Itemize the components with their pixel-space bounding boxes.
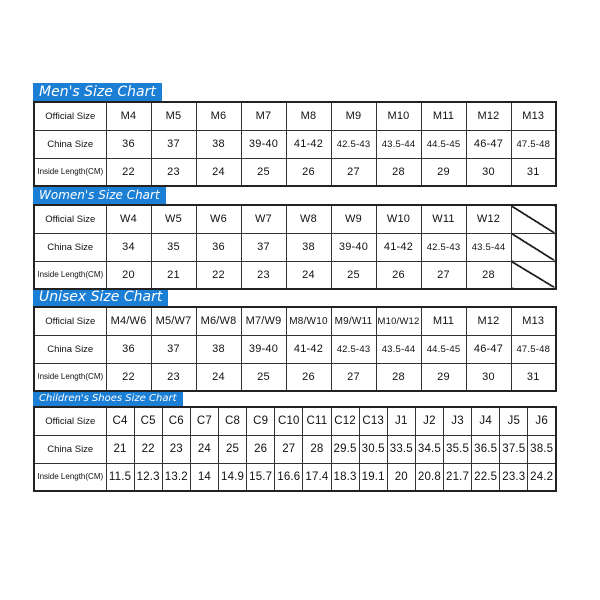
size-cell: J6 bbox=[528, 407, 556, 435]
size-cell: 22.5 bbox=[472, 463, 500, 491]
size-cell: 31 bbox=[511, 363, 556, 391]
size-cell: 36 bbox=[106, 130, 151, 158]
size-cell: 24 bbox=[196, 158, 241, 186]
size-cell: 31 bbox=[511, 158, 556, 186]
size-cell: 28 bbox=[303, 435, 331, 463]
size-cell: 17.4 bbox=[303, 463, 331, 491]
size-cell: 33.5 bbox=[387, 435, 415, 463]
size-cell: C11 bbox=[303, 407, 331, 435]
size-cell: 23 bbox=[151, 363, 196, 391]
inside-length-row bbox=[34, 463, 556, 491]
size-cell: M12 bbox=[466, 307, 511, 335]
size-cell: 22 bbox=[134, 435, 162, 463]
size-cell: 46-47 bbox=[466, 335, 511, 363]
size-cell: 28 bbox=[376, 158, 421, 186]
row-label: Official Size bbox=[34, 102, 106, 130]
size-cell: 26 bbox=[376, 261, 421, 289]
size-cell: C12 bbox=[331, 407, 359, 435]
size-cell: 21.7 bbox=[444, 463, 472, 491]
size-cell: 37.5 bbox=[500, 435, 528, 463]
size-cell: M8 bbox=[286, 102, 331, 130]
size-cell: 38 bbox=[196, 130, 241, 158]
size-cell: 26 bbox=[247, 435, 275, 463]
mens-size-chart-title: Men's Size Chart bbox=[33, 83, 162, 101]
size-cell: 44.5-45 bbox=[421, 130, 466, 158]
size-cell: 22 bbox=[196, 261, 241, 289]
row-label: Inside Length(CM) bbox=[34, 261, 106, 289]
size-cell: 41-42 bbox=[286, 130, 331, 158]
size-cell: 25 bbox=[219, 435, 247, 463]
official-size-row bbox=[34, 407, 556, 435]
size-cell: M4/W6 bbox=[106, 307, 151, 335]
size-cell: 21 bbox=[151, 261, 196, 289]
size-cell: 24.2 bbox=[528, 463, 556, 491]
size-cell: 35 bbox=[151, 233, 196, 261]
size-cell: 44.5-45 bbox=[421, 335, 466, 363]
size-cell: W10 bbox=[376, 205, 421, 233]
row-label: China Size bbox=[34, 335, 106, 363]
size-cell: 29 bbox=[421, 363, 466, 391]
size-cell: M9 bbox=[331, 102, 376, 130]
size-cell: 23 bbox=[241, 261, 286, 289]
size-cell: 15.7 bbox=[247, 463, 275, 491]
childrens-size-chart-title: Children's Shoes Size Chart bbox=[33, 392, 183, 406]
size-cell: 13.2 bbox=[162, 463, 190, 491]
size-cell: 38.5 bbox=[528, 435, 556, 463]
size-cell: 36.5 bbox=[472, 435, 500, 463]
size-cell: 37 bbox=[151, 335, 196, 363]
childrens-size-table bbox=[33, 406, 557, 492]
size-cell: 30 bbox=[466, 363, 511, 391]
size-cell: M13 bbox=[511, 307, 556, 335]
inside-length-row bbox=[34, 363, 556, 391]
size-cell: 14 bbox=[190, 463, 218, 491]
size-cell: J3 bbox=[444, 407, 472, 435]
size-cell: 28 bbox=[376, 363, 421, 391]
size-cell: 43.5-44 bbox=[466, 233, 511, 261]
size-cell: M9/W11 bbox=[331, 307, 376, 335]
size-cell: 47.5-48 bbox=[511, 335, 556, 363]
size-cell: J5 bbox=[500, 407, 528, 435]
womens-size-chart-title: Women's Size Chart bbox=[33, 186, 166, 204]
size-cell: W12 bbox=[466, 205, 511, 233]
size-cell: C7 bbox=[190, 407, 218, 435]
size-cell: W7 bbox=[241, 205, 286, 233]
size-cell: C4 bbox=[106, 407, 134, 435]
size-cell: 37 bbox=[151, 130, 196, 158]
size-cell: 16.6 bbox=[275, 463, 303, 491]
size-cell: 14.9 bbox=[219, 463, 247, 491]
womens-size-table bbox=[33, 204, 557, 290]
size-cell: C9 bbox=[247, 407, 275, 435]
row-label: Official Size bbox=[34, 407, 106, 435]
size-cell: 47.5-48 bbox=[511, 130, 556, 158]
size-cell: 25 bbox=[241, 158, 286, 186]
row-label: China Size bbox=[34, 435, 106, 463]
size-cell: 34 bbox=[106, 233, 151, 261]
row-label: Inside Length(CM) bbox=[34, 158, 106, 186]
unisex-size-table bbox=[33, 306, 557, 392]
size-cell: M10/W12 bbox=[376, 307, 421, 335]
size-cell: W11 bbox=[421, 205, 466, 233]
size-cell: 39-40 bbox=[241, 335, 286, 363]
official-size-row bbox=[34, 307, 556, 335]
china-size-row bbox=[34, 233, 556, 261]
row-label: Official Size bbox=[34, 307, 106, 335]
size-cell: W4 bbox=[106, 205, 151, 233]
size-cell: 26 bbox=[286, 363, 331, 391]
size-cell: M10 bbox=[376, 102, 421, 130]
size-cell: M5/W7 bbox=[151, 307, 196, 335]
size-cell: 19.1 bbox=[359, 463, 387, 491]
size-cell: 34.5 bbox=[415, 435, 443, 463]
size-cell: 46-47 bbox=[466, 130, 511, 158]
empty-cell-slash bbox=[511, 233, 556, 261]
size-cell: M7 bbox=[241, 102, 286, 130]
size-cell: W6 bbox=[196, 205, 241, 233]
size-cell: 43.5-44 bbox=[376, 130, 421, 158]
size-cell: 24 bbox=[286, 261, 331, 289]
size-cell: 12.3 bbox=[134, 463, 162, 491]
size-cell: 36 bbox=[196, 233, 241, 261]
size-cell: C10 bbox=[275, 407, 303, 435]
row-label: Official Size bbox=[34, 205, 106, 233]
size-cell: 38 bbox=[196, 335, 241, 363]
size-cell: 22 bbox=[106, 363, 151, 391]
size-cell: M12 bbox=[466, 102, 511, 130]
size-cell: 28 bbox=[466, 261, 511, 289]
row-label: China Size bbox=[34, 130, 106, 158]
china-size-row bbox=[34, 335, 556, 363]
size-cell: 27 bbox=[331, 158, 376, 186]
china-size-row bbox=[34, 435, 556, 463]
inside-length-row bbox=[34, 261, 556, 289]
size-cell: 20 bbox=[387, 463, 415, 491]
size-cell: J1 bbox=[387, 407, 415, 435]
size-cell: 23 bbox=[151, 158, 196, 186]
inside-length-row bbox=[34, 158, 556, 186]
size-cell: 43.5-44 bbox=[376, 335, 421, 363]
size-cell: 30 bbox=[466, 158, 511, 186]
unisex-size-chart-title: Unisex Size Chart bbox=[33, 288, 168, 306]
row-label: Inside Length(CM) bbox=[34, 463, 106, 491]
size-cell: 27 bbox=[331, 363, 376, 391]
china-size-row bbox=[34, 130, 556, 158]
size-cell: 18.3 bbox=[331, 463, 359, 491]
size-cell: 39-40 bbox=[241, 130, 286, 158]
size-cell: 11.5 bbox=[106, 463, 134, 491]
size-cell: M8/W10 bbox=[286, 307, 331, 335]
size-cell: W5 bbox=[151, 205, 196, 233]
size-cell: 23 bbox=[162, 435, 190, 463]
size-cell: 27 bbox=[275, 435, 303, 463]
size-cell: 42.5-43 bbox=[421, 233, 466, 261]
size-cell: M5 bbox=[151, 102, 196, 130]
size-cell: M6/W8 bbox=[196, 307, 241, 335]
size-cell: W8 bbox=[286, 205, 331, 233]
mens-size-table bbox=[33, 101, 557, 187]
official-size-row bbox=[34, 102, 556, 130]
size-cell: 25 bbox=[241, 363, 286, 391]
size-cell: M7/W9 bbox=[241, 307, 286, 335]
size-cell: C5 bbox=[134, 407, 162, 435]
empty-cell-slash bbox=[511, 205, 556, 233]
size-cell: 27 bbox=[421, 261, 466, 289]
empty-cell-slash bbox=[511, 261, 556, 289]
size-cell: 35.5 bbox=[444, 435, 472, 463]
size-cell: M6 bbox=[196, 102, 241, 130]
size-cell: 38 bbox=[286, 233, 331, 261]
size-cell: 41-42 bbox=[376, 233, 421, 261]
size-cell: 25 bbox=[331, 261, 376, 289]
size-cell: 36 bbox=[106, 335, 151, 363]
size-cell: M11 bbox=[421, 102, 466, 130]
size-cell: J4 bbox=[472, 407, 500, 435]
size-cell: 24 bbox=[196, 363, 241, 391]
size-cell: C6 bbox=[162, 407, 190, 435]
size-cell: 42.5-43 bbox=[331, 130, 376, 158]
size-cell: 30.5 bbox=[359, 435, 387, 463]
size-cell: 26 bbox=[286, 158, 331, 186]
size-cell: 20.8 bbox=[415, 463, 443, 491]
size-cell: 37 bbox=[241, 233, 286, 261]
size-cell: M13 bbox=[511, 102, 556, 130]
size-cell: 42.5-43 bbox=[331, 335, 376, 363]
size-cell: W9 bbox=[331, 205, 376, 233]
size-cell: J2 bbox=[415, 407, 443, 435]
size-cell: 21 bbox=[106, 435, 134, 463]
size-cell: 29 bbox=[421, 158, 466, 186]
official-size-row bbox=[34, 205, 556, 233]
size-cell: M11 bbox=[421, 307, 466, 335]
row-label: China Size bbox=[34, 233, 106, 261]
size-cell: 24 bbox=[190, 435, 218, 463]
size-cell: 22 bbox=[106, 158, 151, 186]
size-cell: 29.5 bbox=[331, 435, 359, 463]
size-cell: 20 bbox=[106, 261, 151, 289]
size-cell: 39-40 bbox=[331, 233, 376, 261]
size-cell: 41-42 bbox=[286, 335, 331, 363]
size-cell: M4 bbox=[106, 102, 151, 130]
size-cell: 23.3 bbox=[500, 463, 528, 491]
row-label: Inside Length(CM) bbox=[34, 363, 106, 391]
size-cell: C8 bbox=[219, 407, 247, 435]
size-cell: C13 bbox=[359, 407, 387, 435]
